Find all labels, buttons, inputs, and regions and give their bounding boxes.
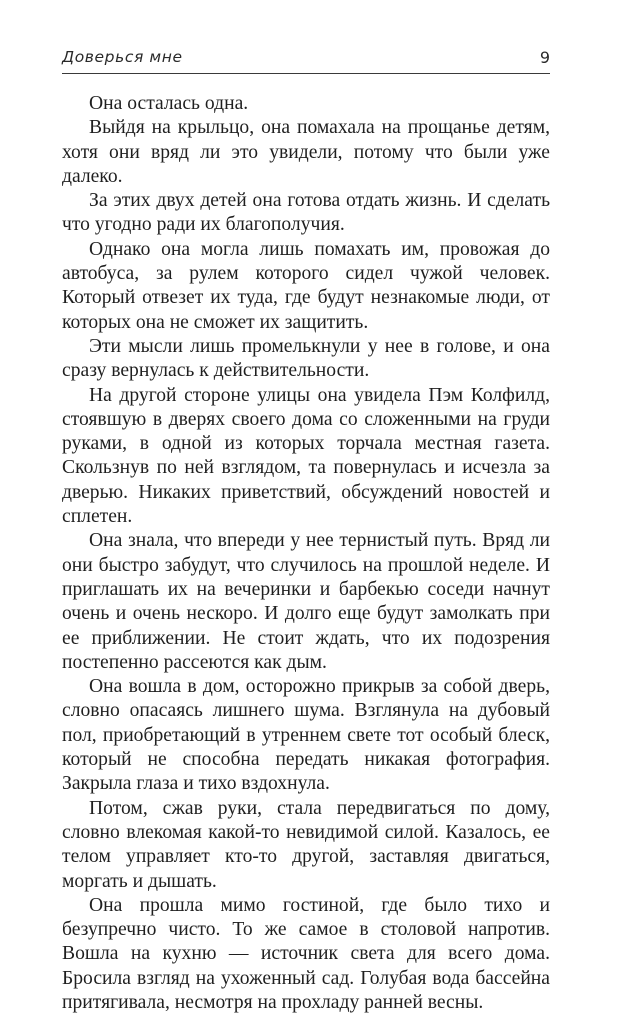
body-text [62, 92, 550, 1015]
paragraph-2: Выйдя на крыльцо, она помахала на прощанье детям, хотя они вряд ли это увидели, потому что были уже далеко. [62, 117, 550, 187]
paragraph-5: Эти мысли лишь промелькнули у нее в голове, и она сразу вернулась к действительности. [62, 335, 550, 382]
paragraph-7: Она знала, что впереди у нее тернистый путь. Вряд ли они быстро забудут, что случилось на прошлой неделе. И приглашать их на вечеринки и барбекью соседи начнут очень и очень нескоро. И долго еще будут замолкать при ее приближении. Не стоит ждать, что их подозрения постепенно рассеются как дым. [62, 530, 550, 673]
running-title: Доверься мне [62, 48, 183, 66]
paragraph-8: Она вошла в дом, осторожно прикрыв за собой дверь, словно опасаясь лишнего шума. Взглянула на дубовый пол, приобретающий в утреннем свете тот особый блеск, который не способна передать никакая фотография. Закрыла глаза и тихо вздохнула. [62, 676, 550, 795]
paragraph-3: За этих двух детей она готова отдать жизнь. И сделать что угодно ради их благополучия. [62, 190, 550, 236]
paragraph-10: Она прошла мимо гостиной, где было тихо и безупречно чисто. То же самое в столовой напротив. Вошла на кухню — источник света для всего дома. Бросила взгляд на ухоженный сад. Голубая вода бассейна притягивала, несмотря на прохладу ранней весны. [62, 894, 550, 1013]
page-number: 9 [539, 48, 550, 67]
paragraph-1: Она осталась одна. [89, 93, 249, 114]
header-rule [62, 73, 550, 74]
page-header [62, 48, 550, 70]
paragraph-4: Однако она могла лишь помахать им, провожая до автобуса, за рулем которого сидел чужой человек. Который отвезет их туда, где будут незнакомые люди, от которых она не сможет их защитить. [62, 238, 550, 333]
paragraph-9: Потом, сжав руки, стала передвигаться по дому, словно влекомая какой-то невидимой силой. Казалось, ее телом управляет кто-то другой, заставляя двигаться, моргать и дышать. [62, 797, 550, 892]
paragraph-6: На другой стороне улицы она увидела Пэм Колфилд, стоявшую в дверях своего дома со сложенными на груди руками, в одной из которых торчала местная газета. Скользнув по ней взглядом, та повернулась и исчезла за дверью. Никаких приветствий, обсуждений новостей и сплетен. [62, 384, 550, 528]
